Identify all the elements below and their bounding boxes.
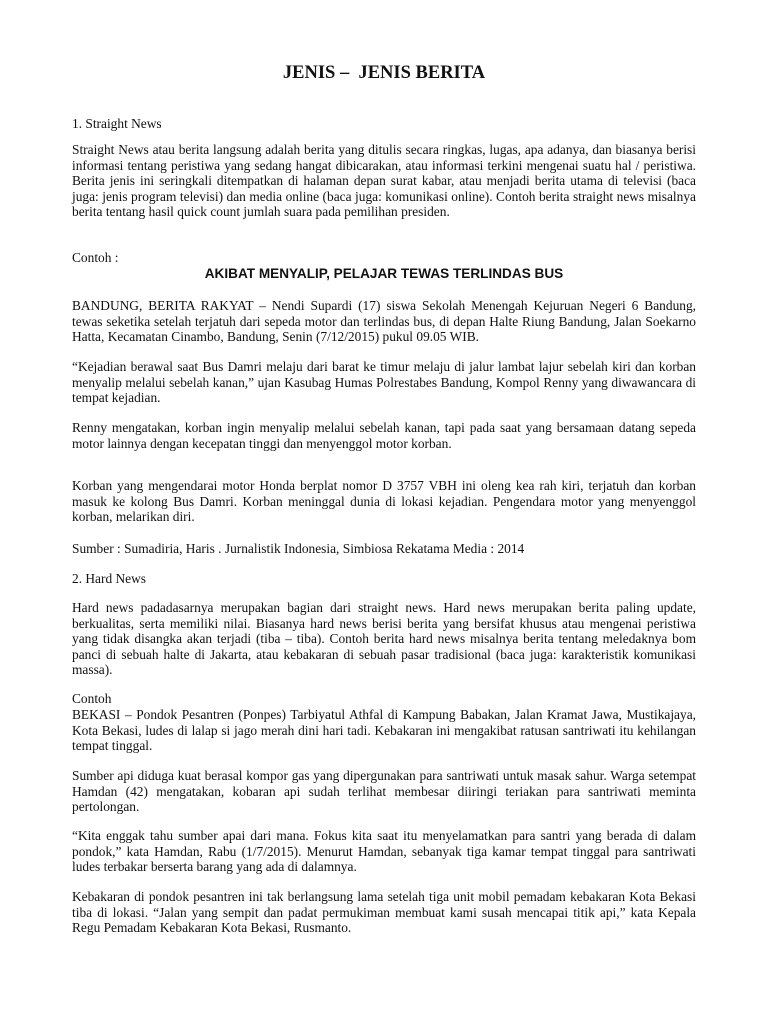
example-paragraph: “Kejadian berawal saat Bus Damri melaju dari barat ke timur melaju di jalur lambat lajur sebelah kiri dan korban menyalip melalui sebelah kanan,” ujan Kasubag Humas Polrestabes Bandung, Kompol Renny yang diwawancara di tempat kejadian. bbox=[72, 359, 696, 406]
section-heading-straight-news: 1. Straight News bbox=[72, 116, 162, 131]
example-paragraph: BANDUNG, BERITA RAKYAT – Nendi Supardi (17) siswa Sekolah Menengah Kejuruan Negeri 6 Bandung, tewas seketika setelah terjatuh dari sepeda motor dan terlindas bus, di depan Halte Riung Bandung, Jalan Soekarno Hatta, Kecamatan Cinambo, Bandung, Senin (7/12/2015) pukul 09.05 WIB. bbox=[72, 298, 696, 345]
example-paragraph: Kebakaran di pondok pesantren ini tak berlangsung lama setelah tiga unit mobil pemadam kebakaran Kota Bekasi tiba di lokasi. “Jalan yang sempit dan padat permukiman membuat kami susah mencapai titik api,” kata Kepala Regu Pemadam Kebakaran Kota Bekasi, Rusmanto. bbox=[72, 889, 696, 936]
example-paragraph: Korban yang mengendarai motor Honda berplat nomor D 3757 VBH ini oleng kea rah kiri, terjatuh dan korban masuk ke kolong Bus Damri. Korban meninggal dunia di lokasi kejadian. Pengendara motor yang menyenggol korban, melarikan diri. bbox=[72, 478, 696, 525]
example-headline: AKIBAT MENYALIP, PELAJAR TEWAS TERLINDAS BUS bbox=[204, 266, 564, 281]
page-title: JENIS – JENIS BERITA bbox=[282, 63, 486, 83]
example-paragraph: Renny mengatakan, korban ingin menyalip melalui sebelah kanan, tapi pada saat yang bersamaan datang sepeda motor lainnya dengan kecepatan tinggi dan menyenggol motor korban. bbox=[72, 420, 696, 451]
straight-news-intro: Straight News atau berita langsung adalah berita yang ditulis secara ringkas, lugas, apa adanya, dan biasanya berisi informasi tentang peristiwa yang sedang hangat dibicarakan, atau informasi terkini mengenai suatu hal / peristiwa. Berita jenis ini seringkali ditempatkan di halaman depan surat kabar, atau menjadi berita utama di televisi (baca juga: jenis program televisi) dan media online (baca juga: komunikasi online). Contoh berita straight news misalnya berita tentang hasil quick count jumlah suara pada pemilihan presiden. bbox=[72, 142, 696, 220]
example-paragraph: “Kita enggak tahu sumber apai dari mana. Fokus kita saat itu menyelamatkan para santri yang berada di dalam pondok,” kata Hamdan, Rabu (1/7/2015). Menurut Hamdan, sebanyak tiga kamar tempat tinggal para santriwati ludes terbakar berserta barang yang ada di dalamnya. bbox=[72, 828, 696, 875]
example-paragraph: BEKASI – Pondok Pesantren (Ponpes) Tarbiyatul Athfal di Kampung Babakan, Jalan Kramat Jawa, Mustikajaya, Kota Bekasi, ludes di lalap si jago merah dini hari tadi. Kebakaran ini mengakibat ratusan santriwati itu kehilangan tempat tinggal. bbox=[72, 707, 696, 754]
hard-news-intro: Hard news padadasarnya merupakan bagian dari straight news. Hard news merupakan berita paling update, berkualitas, serta memiliki nilai. Biasanya hard news berisi berita yang bersifat khusus atau mengenai peristiwa yang tidak disangka akan terjadi (tiba – tiba). Contoh berita hard news misalnya berita tentang meledaknya bom panci di sebuah halte di Jakarta, atau kebakaran di sebuah pasar tradisional (baca juga: karakteristik komunikasi massa). bbox=[72, 600, 696, 678]
example-label: Contoh bbox=[72, 691, 112, 706]
example-label: Contoh : bbox=[72, 250, 119, 265]
example-paragraph: Sumber api diduga kuat berasal kompor gas yang dipergunakan para santriwati untuk masak sahur. Warga setempat Hamdan (42) mengatakan, kobaran api sudah terlihat membesar diiringi teriakan para santriwati meminta pertolongan. bbox=[72, 768, 696, 815]
section-heading-hard-news: 2. Hard News bbox=[72, 571, 147, 586]
source-citation: Sumber : Sumadiria, Haris . Jurnalistik Indonesia, Simbiosa Rekatama Media : 2014 bbox=[72, 541, 525, 556]
